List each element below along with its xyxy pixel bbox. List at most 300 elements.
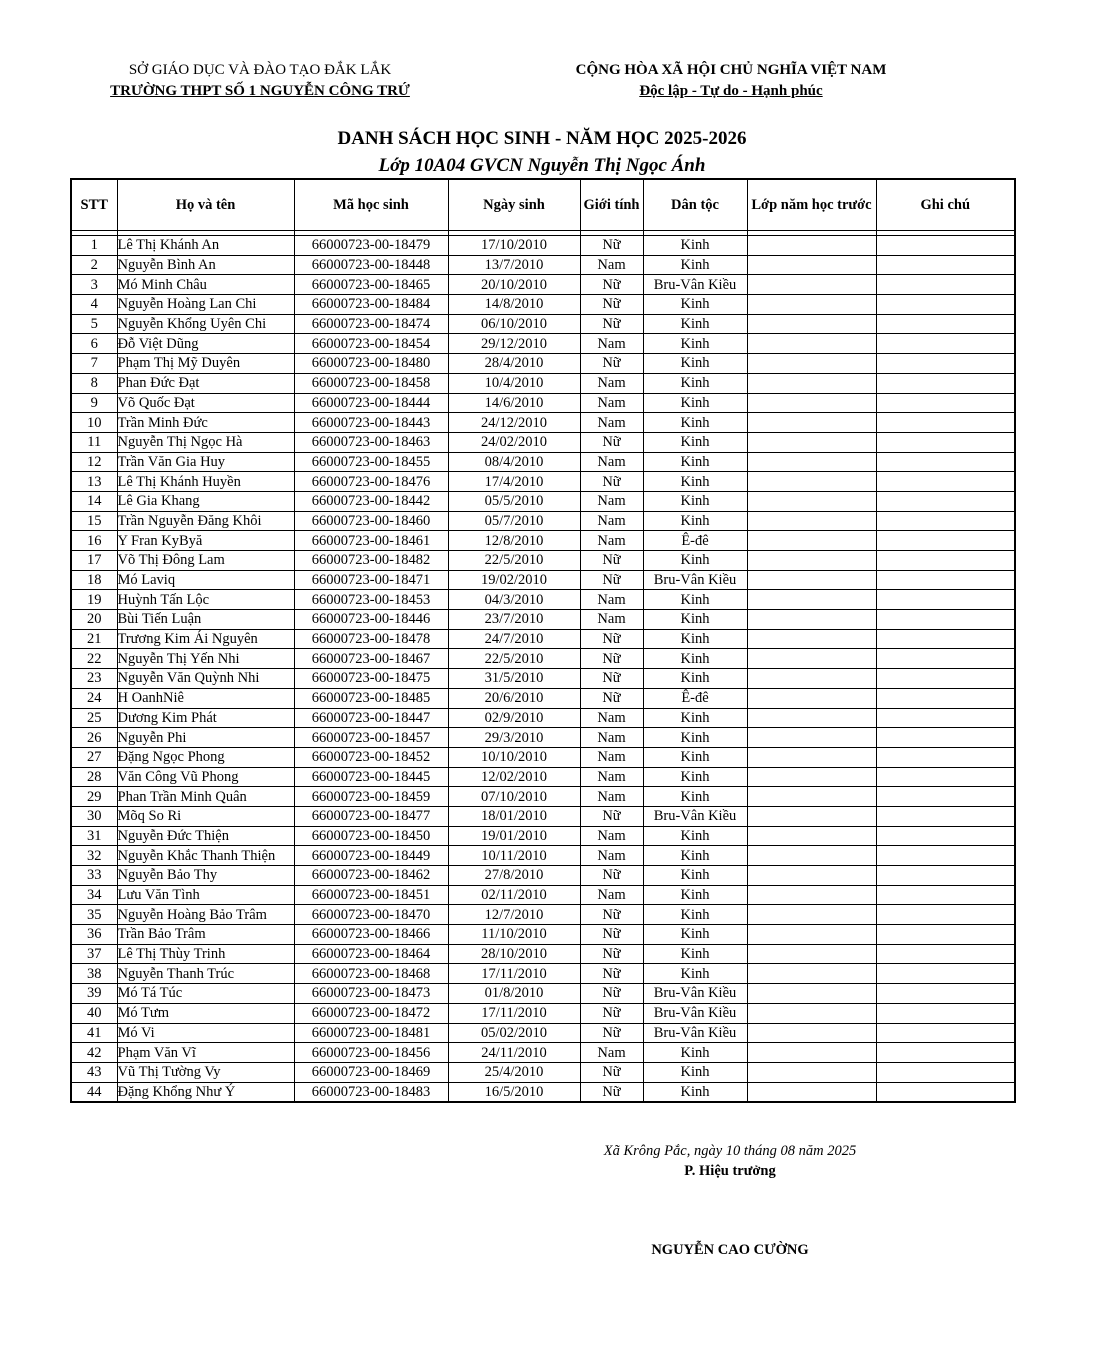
- cell-stt: 29: [71, 787, 117, 807]
- cell-stt: 18: [71, 570, 117, 590]
- cell-ethnicity: Kinh: [643, 610, 747, 630]
- cell-dob: 10/4/2010: [448, 373, 580, 393]
- cell-code: 66000723-00-18458: [294, 373, 448, 393]
- cell-dob: 11/10/2010: [448, 925, 580, 945]
- cell-ethnicity: Kinh: [643, 866, 747, 886]
- cell-note: [876, 531, 1015, 551]
- cell-ethnicity: Kinh: [643, 629, 747, 649]
- table-row: [71, 236, 1015, 256]
- cell-name: Nguyễn Hoàng Bảo Trâm: [117, 905, 294, 925]
- cell-dob: 14/8/2010: [448, 295, 580, 315]
- cell-dob: 29/12/2010: [448, 334, 580, 354]
- cell-name: Phạm Thị Mỹ Duyên: [117, 354, 294, 374]
- cell-code: 66000723-00-18449: [294, 846, 448, 866]
- cell-ethnicity: Kinh: [643, 314, 747, 334]
- cell-name: Mó Vi: [117, 1023, 294, 1043]
- table-row: [71, 610, 1015, 630]
- cell-prev-class: [747, 236, 876, 256]
- cell-code: 66000723-00-18464: [294, 944, 448, 964]
- cell-name: Phan Trần Minh Quân: [117, 787, 294, 807]
- cell-code: 66000723-00-18461: [294, 531, 448, 551]
- cell-stt: 25: [71, 708, 117, 728]
- cell-prev-class: [747, 787, 876, 807]
- cell-prev-class: [747, 747, 876, 767]
- cell-dob: 05/5/2010: [448, 491, 580, 511]
- cell-gender: Nữ: [580, 1082, 643, 1102]
- table-row: [71, 551, 1015, 571]
- cell-ethnicity: Kinh: [643, 826, 747, 846]
- cell-stt: 27: [71, 747, 117, 767]
- cell-note: [876, 708, 1015, 728]
- cell-note: [876, 472, 1015, 492]
- cell-code: 66000723-00-18447: [294, 708, 448, 728]
- department-name: SỞ GIÁO DỤC VÀ ĐÀO TẠO ĐẮK LẮK: [128, 62, 392, 78]
- cell-name: Đặng Ngọc Phong: [117, 747, 294, 767]
- cell-name: Võ Quốc Đạt: [117, 393, 294, 413]
- cell-dob: 12/02/2010: [448, 767, 580, 787]
- cell-stt: 26: [71, 728, 117, 748]
- cell-note: [876, 373, 1015, 393]
- cell-prev-class: [747, 846, 876, 866]
- cell-prev-class: [747, 1043, 876, 1063]
- cell-note: [876, 629, 1015, 649]
- cell-code: 66000723-00-18448: [294, 255, 448, 275]
- cell-name: Nguyễn Hoàng Lan Chi: [117, 295, 294, 315]
- cell-name: H OanhNiê: [117, 688, 294, 708]
- cell-prev-class: [747, 511, 876, 531]
- cell-prev-class: [747, 570, 876, 590]
- cell-note: [876, 925, 1015, 945]
- cell-ethnicity: Kinh: [643, 747, 747, 767]
- cell-ethnicity: Kinh: [643, 767, 747, 787]
- cell-prev-class: [747, 275, 876, 295]
- cell-note: [876, 295, 1015, 315]
- cell-name: Mó Laviq: [117, 570, 294, 590]
- cell-code: 66000723-00-18478: [294, 629, 448, 649]
- header-prev-class: Lớp năm học trước: [747, 179, 876, 231]
- table-row: [71, 767, 1015, 787]
- cell-note: [876, 1023, 1015, 1043]
- cell-name: Vũ Thị Tường Vy: [117, 1062, 294, 1082]
- cell-ethnicity: Kinh: [643, 452, 747, 472]
- cell-note: [876, 826, 1015, 846]
- cell-code: 66000723-00-18477: [294, 806, 448, 826]
- cell-stt: 34: [71, 885, 117, 905]
- table-row: [71, 354, 1015, 374]
- cell-code: 66000723-00-18484: [294, 295, 448, 315]
- cell-prev-class: [747, 984, 876, 1004]
- cell-code: 66000723-00-18472: [294, 1003, 448, 1023]
- cell-prev-class: [747, 964, 876, 984]
- national-motto: Độc lập - Tự do - Hạnh phúc: [639, 83, 823, 99]
- table-row: [71, 846, 1015, 866]
- cell-code: 66000723-00-18460: [294, 511, 448, 531]
- cell-stt: 38: [71, 964, 117, 984]
- table-row: [71, 688, 1015, 708]
- cell-dob: 23/7/2010: [448, 610, 580, 630]
- cell-ethnicity: Kinh: [643, 393, 747, 413]
- cell-ethnicity: Kinh: [643, 1082, 747, 1102]
- table-row: [71, 747, 1015, 767]
- cell-dob: 13/7/2010: [448, 255, 580, 275]
- cell-ethnicity: Kinh: [643, 964, 747, 984]
- cell-name: Nguyễn Thanh Trúc: [117, 964, 294, 984]
- cell-code: 66000723-00-18463: [294, 432, 448, 452]
- cell-name: Y Fran KyByă: [117, 531, 294, 551]
- cell-gender: Nữ: [580, 314, 643, 334]
- table-row: [71, 669, 1015, 689]
- cell-stt: 43: [71, 1062, 117, 1082]
- cell-gender: Nữ: [580, 275, 643, 295]
- document-title: DANH SÁCH HỌC SINH - NĂM HỌC 2025-2026: [337, 128, 747, 149]
- cell-code: 66000723-00-18457: [294, 728, 448, 748]
- signature-place-date: Xã Krông Pắc, ngày 10 tháng 08 năm 2025: [603, 1143, 857, 1159]
- cell-dob: 29/3/2010: [448, 728, 580, 748]
- cell-name: Võ Thị Đông Lam: [117, 551, 294, 571]
- table-row: [71, 787, 1015, 807]
- cell-prev-class: [747, 649, 876, 669]
- cell-name: Phạm Văn Vĩ: [117, 1043, 294, 1063]
- header-stt: STT: [71, 179, 117, 231]
- cell-code: 66000723-00-18462: [294, 866, 448, 886]
- cell-ethnicity: Kinh: [643, 413, 747, 433]
- cell-code: 66000723-00-18479: [294, 236, 448, 256]
- cell-name: Huỳnh Tấn Lộc: [117, 590, 294, 610]
- cell-stt: 2: [71, 255, 117, 275]
- cell-ethnicity: Kinh: [643, 885, 747, 905]
- cell-gender: Nam: [580, 747, 643, 767]
- cell-stt: 8: [71, 373, 117, 393]
- cell-note: [876, 1082, 1015, 1102]
- cell-note: [876, 747, 1015, 767]
- cell-gender: Nữ: [580, 925, 643, 945]
- cell-ethnicity: Kinh: [643, 905, 747, 925]
- header-note: Ghi chú: [876, 179, 1015, 231]
- cell-gender: Nữ: [580, 236, 643, 256]
- cell-note: [876, 767, 1015, 787]
- cell-name: Nguyễn Văn Quỳnh Nhi: [117, 669, 294, 689]
- cell-note: [876, 452, 1015, 472]
- cell-name: Trần Bảo Trâm: [117, 925, 294, 945]
- cell-dob: 12/7/2010: [448, 905, 580, 925]
- cell-stt: 37: [71, 944, 117, 964]
- signature-name: NGUYỄN CAO CƯỜNG: [651, 1242, 809, 1258]
- cell-code: 66000723-00-18473: [294, 984, 448, 1004]
- cell-ethnicity: Kinh: [643, 728, 747, 748]
- cell-gender: Nam: [580, 610, 643, 630]
- cell-dob: 17/4/2010: [448, 472, 580, 492]
- header-left: [90, 60, 430, 102]
- cell-stt: 35: [71, 905, 117, 925]
- table-row: [71, 373, 1015, 393]
- cell-code: 66000723-00-18453: [294, 590, 448, 610]
- cell-name: Nguyễn Thị Ngọc Hà: [117, 432, 294, 452]
- cell-name: Đỗ Việt Dũng: [117, 334, 294, 354]
- cell-stt: 20: [71, 610, 117, 630]
- cell-dob: 28/10/2010: [448, 944, 580, 964]
- cell-stt: 9: [71, 393, 117, 413]
- header-gender: Giới tính: [580, 179, 643, 231]
- cell-stt: 33: [71, 866, 117, 886]
- cell-prev-class: [747, 806, 876, 826]
- cell-ethnicity: Kinh: [643, 708, 747, 728]
- cell-dob: 20/6/2010: [448, 688, 580, 708]
- table-row: [71, 531, 1015, 551]
- cell-note: [876, 610, 1015, 630]
- cell-gender: Nữ: [580, 1003, 643, 1023]
- cell-note: [876, 511, 1015, 531]
- school-name: TRƯỜNG THPT SỐ 1 NGUYỄN CÔNG TRỨ: [110, 83, 410, 99]
- national-title: CỘNG HÒA XÃ HỘI CHỦ NGHĨA VIỆT NAM: [575, 62, 887, 78]
- cell-gender: Nữ: [580, 551, 643, 571]
- cell-stt: 1: [71, 236, 117, 256]
- cell-note: [876, 570, 1015, 590]
- class-subtitle: Lớp 10A04 GVCN Nguyễn Thị Ngọc Ánh: [378, 155, 706, 176]
- cell-dob: 22/5/2010: [448, 649, 580, 669]
- signature-title: P. Hiệu trưởng: [684, 1163, 776, 1179]
- cell-prev-class: [747, 432, 876, 452]
- cell-stt: 19: [71, 590, 117, 610]
- table-row: [71, 944, 1015, 964]
- cell-name: Bùi Tiến Luận: [117, 610, 294, 630]
- cell-stt: 21: [71, 629, 117, 649]
- cell-note: [876, 1062, 1015, 1082]
- cell-prev-class: [747, 531, 876, 551]
- cell-note: [876, 728, 1015, 748]
- cell-gender: Nam: [580, 491, 643, 511]
- cell-note: [876, 806, 1015, 826]
- cell-ethnicity: Kinh: [643, 925, 747, 945]
- table-row: [71, 413, 1015, 433]
- cell-gender: Nữ: [580, 866, 643, 886]
- cell-gender: Nam: [580, 393, 643, 413]
- cell-prev-class: [747, 551, 876, 571]
- cell-note: [876, 393, 1015, 413]
- cell-stt: 30: [71, 806, 117, 826]
- cell-note: [876, 1003, 1015, 1023]
- cell-prev-class: [747, 373, 876, 393]
- cell-dob: 24/02/2010: [448, 432, 580, 452]
- table-row: [71, 925, 1015, 945]
- cell-ethnicity: Kinh: [643, 373, 747, 393]
- cell-gender: Nam: [580, 452, 643, 472]
- cell-ethnicity: Kinh: [643, 354, 747, 374]
- cell-ethnicity: Kinh: [643, 236, 747, 256]
- cell-dob: 02/9/2010: [448, 708, 580, 728]
- cell-code: 66000723-00-18465: [294, 275, 448, 295]
- cell-prev-class: [747, 885, 876, 905]
- cell-dob: 02/11/2010: [448, 885, 580, 905]
- header-ethnicity: Dân tộc: [643, 179, 747, 231]
- cell-stt: 17: [71, 551, 117, 571]
- cell-prev-class: [747, 1062, 876, 1082]
- cell-note: [876, 275, 1015, 295]
- header-name: Họ và tên: [117, 179, 294, 231]
- cell-note: [876, 885, 1015, 905]
- cell-stt: 13: [71, 472, 117, 492]
- cell-ethnicity: Bru-Vân Kiều: [643, 806, 747, 826]
- cell-gender: Nữ: [580, 649, 643, 669]
- cell-code: 66000723-00-18442: [294, 491, 448, 511]
- cell-prev-class: [747, 688, 876, 708]
- table-row: [71, 314, 1015, 334]
- cell-code: 66000723-00-18481: [294, 1023, 448, 1043]
- cell-gender: Nữ: [580, 944, 643, 964]
- cell-dob: 17/10/2010: [448, 236, 580, 256]
- cell-note: [876, 1043, 1015, 1063]
- table-row: [71, 472, 1015, 492]
- cell-name: Lê Thị Khánh An: [117, 236, 294, 256]
- table-row: [71, 649, 1015, 669]
- cell-dob: 24/11/2010: [448, 1043, 580, 1063]
- cell-name: Lê Thị Khánh Huyền: [117, 472, 294, 492]
- cell-dob: 16/5/2010: [448, 1082, 580, 1102]
- cell-name: Nguyễn Bảo Thy: [117, 866, 294, 886]
- cell-gender: Nam: [580, 590, 643, 610]
- cell-ethnicity: Bru-Vân Kiều: [643, 1003, 747, 1023]
- cell-dob: 31/5/2010: [448, 669, 580, 689]
- cell-prev-class: [747, 314, 876, 334]
- table-row: [71, 255, 1015, 275]
- cell-prev-class: [747, 767, 876, 787]
- cell-prev-class: [747, 1082, 876, 1102]
- cell-name: Văn Công Vũ Phong: [117, 767, 294, 787]
- cell-code: 66000723-00-18445: [294, 767, 448, 787]
- cell-gender: Nữ: [580, 688, 643, 708]
- table-row: [71, 905, 1015, 925]
- table-row: [71, 1043, 1015, 1063]
- cell-code: 66000723-00-18485: [294, 688, 448, 708]
- cell-name: Nguyễn Bình An: [117, 255, 294, 275]
- cell-dob: 05/7/2010: [448, 511, 580, 531]
- cell-prev-class: [747, 1003, 876, 1023]
- cell-code: 66000723-00-18452: [294, 747, 448, 767]
- cell-dob: 10/10/2010: [448, 747, 580, 767]
- cell-stt: 12: [71, 452, 117, 472]
- cell-gender: Nữ: [580, 669, 643, 689]
- cell-prev-class: [747, 452, 876, 472]
- cell-note: [876, 590, 1015, 610]
- cell-gender: Nữ: [580, 354, 643, 374]
- cell-dob: 10/11/2010: [448, 846, 580, 866]
- table-row: [71, 1082, 1015, 1102]
- cell-gender: Nam: [580, 728, 643, 748]
- cell-stt: 14: [71, 491, 117, 511]
- cell-stt: 5: [71, 314, 117, 334]
- cell-code: 66000723-00-18476: [294, 472, 448, 492]
- cell-prev-class: [747, 255, 876, 275]
- table-row: [71, 885, 1015, 905]
- cell-prev-class: [747, 295, 876, 315]
- cell-gender: Nam: [580, 255, 643, 275]
- cell-note: [876, 413, 1015, 433]
- cell-note: [876, 491, 1015, 511]
- table-row: [71, 708, 1015, 728]
- cell-code: 66000723-00-18470: [294, 905, 448, 925]
- cell-code: 66000723-00-18468: [294, 964, 448, 984]
- cell-note: [876, 236, 1015, 256]
- cell-name: Mó Tá Túc: [117, 984, 294, 1004]
- cell-code: 66000723-00-18450: [294, 826, 448, 846]
- cell-stt: 44: [71, 1082, 117, 1102]
- cell-note: [876, 551, 1015, 571]
- cell-note: [876, 905, 1015, 925]
- cell-gender: Nữ: [580, 1062, 643, 1082]
- cell-code: 66000723-00-18466: [294, 925, 448, 945]
- cell-name: Lưu Văn Tình: [117, 885, 294, 905]
- cell-gender: Nam: [580, 846, 643, 866]
- cell-ethnicity: Ê-đê: [643, 531, 747, 551]
- student-table: [70, 178, 1016, 1103]
- cell-gender: Nam: [580, 787, 643, 807]
- table-row: [71, 432, 1015, 452]
- cell-prev-class: [747, 944, 876, 964]
- cell-gender: Nữ: [580, 629, 643, 649]
- table-row: [71, 511, 1015, 531]
- table-row: [71, 590, 1015, 610]
- cell-dob: 17/11/2010: [448, 1003, 580, 1023]
- cell-code: 66000723-00-18459: [294, 787, 448, 807]
- cell-dob: 24/7/2010: [448, 629, 580, 649]
- cell-gender: Nam: [580, 885, 643, 905]
- cell-prev-class: [747, 590, 876, 610]
- cell-prev-class: [747, 728, 876, 748]
- cell-stt: 7: [71, 354, 117, 374]
- cell-code: 66000723-00-18451: [294, 885, 448, 905]
- cell-gender: Nữ: [580, 984, 643, 1004]
- cell-prev-class: [747, 669, 876, 689]
- cell-gender: Nữ: [580, 472, 643, 492]
- cell-code: 66000723-00-18469: [294, 1062, 448, 1082]
- cell-gender: Nam: [580, 334, 643, 354]
- cell-code: 66000723-00-18454: [294, 334, 448, 354]
- table-row: [71, 275, 1015, 295]
- cell-ethnicity: Kinh: [643, 944, 747, 964]
- cell-note: [876, 964, 1015, 984]
- cell-code: 66000723-00-18474: [294, 314, 448, 334]
- cell-code: 66000723-00-18471: [294, 570, 448, 590]
- cell-dob: 28/4/2010: [448, 354, 580, 374]
- cell-gender: Nam: [580, 1043, 643, 1063]
- cell-prev-class: [747, 334, 876, 354]
- header-code: Mã học sinh: [294, 179, 448, 231]
- cell-gender: Nữ: [580, 964, 643, 984]
- cell-stt: 24: [71, 688, 117, 708]
- cell-code: 66000723-00-18467: [294, 649, 448, 669]
- cell-gender: Nữ: [580, 1023, 643, 1043]
- cell-note: [876, 432, 1015, 452]
- cell-ethnicity: Kinh: [643, 432, 747, 452]
- cell-prev-class: [747, 413, 876, 433]
- cell-name: Nguyễn Khổng Uyên Chi: [117, 314, 294, 334]
- cell-stt: 32: [71, 846, 117, 866]
- cell-stt: 40: [71, 1003, 117, 1023]
- cell-prev-class: [747, 472, 876, 492]
- cell-ethnicity: Kinh: [643, 1043, 747, 1063]
- cell-stt: 3: [71, 275, 117, 295]
- cell-prev-class: [747, 491, 876, 511]
- cell-prev-class: [747, 1023, 876, 1043]
- cell-stt: 10: [71, 413, 117, 433]
- table-body: [71, 231, 1015, 1103]
- cell-note: [876, 688, 1015, 708]
- cell-stt: 4: [71, 295, 117, 315]
- cell-stt: 42: [71, 1043, 117, 1063]
- cell-prev-class: [747, 826, 876, 846]
- cell-ethnicity: Bru-Vân Kiều: [643, 984, 747, 1004]
- cell-code: 66000723-00-18475: [294, 669, 448, 689]
- cell-gender: Nam: [580, 373, 643, 393]
